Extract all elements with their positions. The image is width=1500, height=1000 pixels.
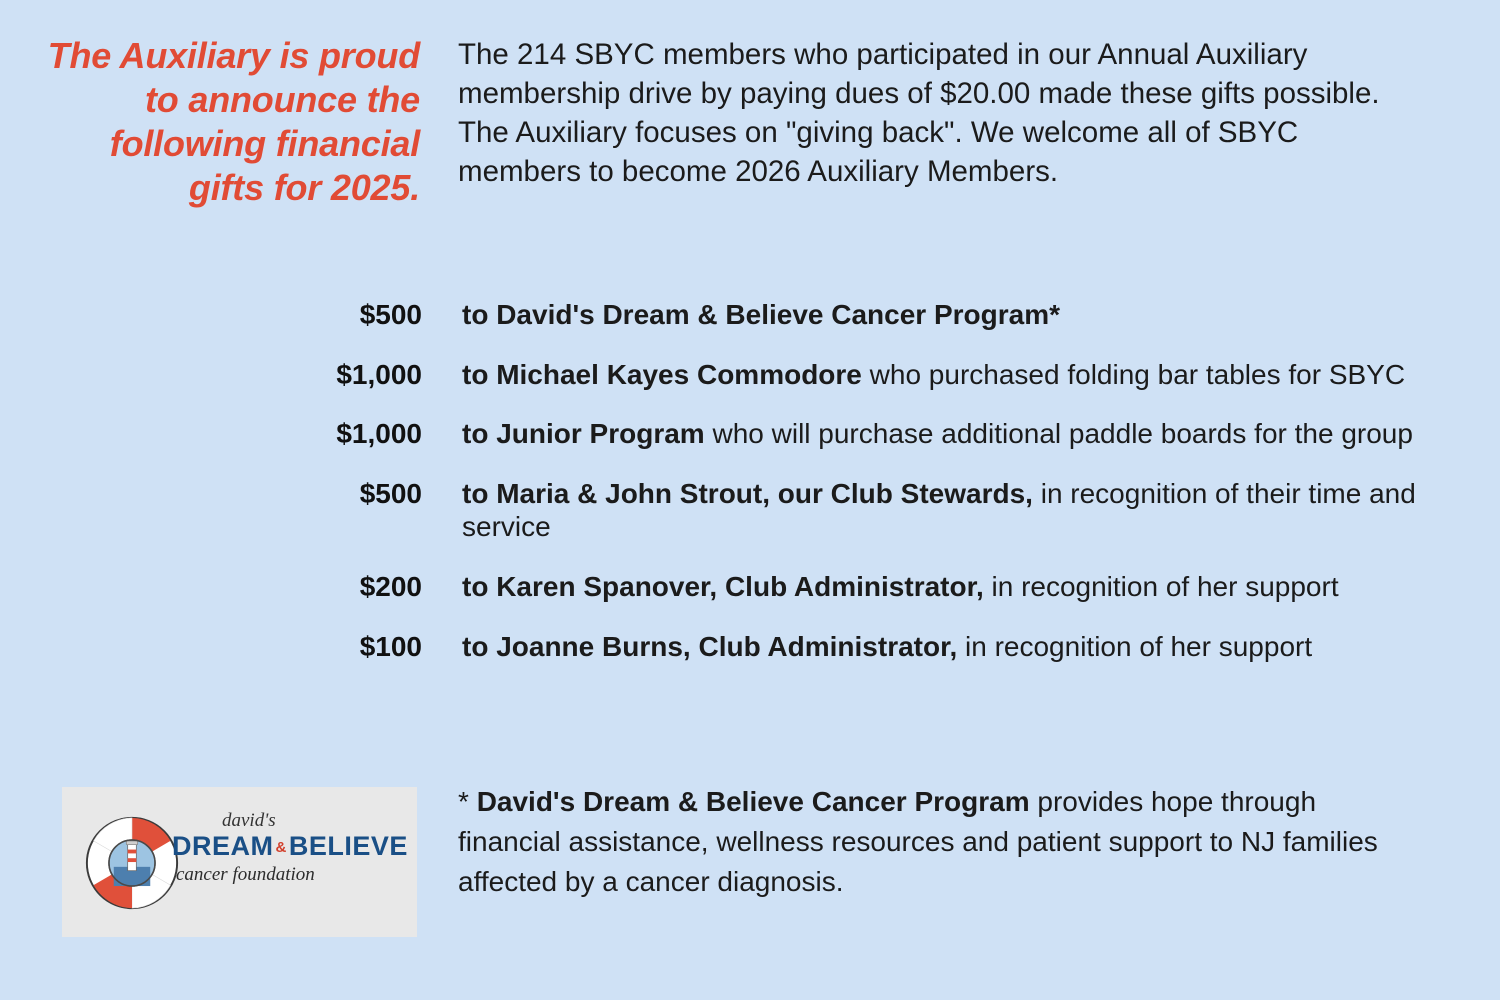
logo-dream-word: DREAM [172, 831, 274, 861]
gift-description [422, 417, 1460, 451]
gift-amount: $1,000 [336, 358, 422, 390]
footnote-text: provides hope through financial assistance, wellness resources and patient support to NJ families affected by a cancer diagnosis. [458, 786, 1378, 897]
gift-description [422, 570, 1460, 604]
gift-list [30, 298, 1460, 689]
gift-detail: in recognition of her support [983, 570, 1339, 602]
gift-recipient: to David's Dream & Believe Cancer Program* [462, 299, 1061, 330]
gift-description [422, 477, 1460, 544]
gift-description [422, 298, 1460, 332]
list-item [30, 298, 1460, 332]
gift-recipient: to Michael Kayes Commodore [462, 358, 862, 390]
gift-description [422, 358, 1460, 392]
footnote-program-name: David's Dream & Believe Cancer Program [476, 786, 1030, 817]
logo-wordmark [172, 811, 412, 886]
list-item [30, 630, 1460, 664]
gift-recipient: to Karen Spanover, Club Administrator, [462, 570, 984, 602]
gift-description [422, 630, 1460, 664]
list-item [30, 477, 1460, 544]
intro-paragraph: The 214 SBYC members who participated in our Annual Auxiliary membership drive by paying dues of $20.00 made these gifts possible. The Auxiliary focuses on "giving back". We welcome all of SBYC members to become 2026 Auxiliary Members. [458, 38, 1380, 188]
list-item [30, 358, 1460, 392]
gift-recipient: to Joanne Burns, Club Administrator, [462, 630, 958, 662]
gift-detail: in recognition of her support [957, 630, 1313, 662]
gift-amount: $500 [359, 477, 422, 509]
logo-davids-text: david's [222, 810, 276, 831]
life-ring-icon [84, 815, 180, 911]
gift-detail: who purchased folding bar tables for SBYC [861, 358, 1406, 390]
list-item [30, 570, 1460, 604]
gift-detail: who will purchase additional paddle boards for the group [704, 418, 1413, 450]
gift-detail: in recognition of their time and service [462, 477, 1416, 543]
logo-dream-believe-text [172, 832, 412, 860]
gift-amount: $500 [359, 299, 422, 330]
list-item [30, 417, 1460, 451]
gift-amount: $1,000 [336, 418, 422, 450]
gift-amount: $100 [359, 630, 422, 662]
gift-recipient: to Junior Program [462, 418, 705, 450]
sponsor-logo [62, 787, 417, 937]
logo-ampersand: & [275, 839, 287, 856]
gift-amount: $200 [359, 570, 422, 602]
gift-recipient: to Maria & John Strout, our Club Stewards, [462, 477, 1033, 509]
logo-foundation-text: cancer foundation [176, 864, 315, 886]
page-title: The Auxiliary is proud to announce the following financial gifts for 2025. [47, 35, 420, 208]
footnote [458, 782, 1418, 901]
logo-believe-word: BELIEVE [288, 831, 408, 861]
footnote-marker: * [458, 786, 477, 817]
